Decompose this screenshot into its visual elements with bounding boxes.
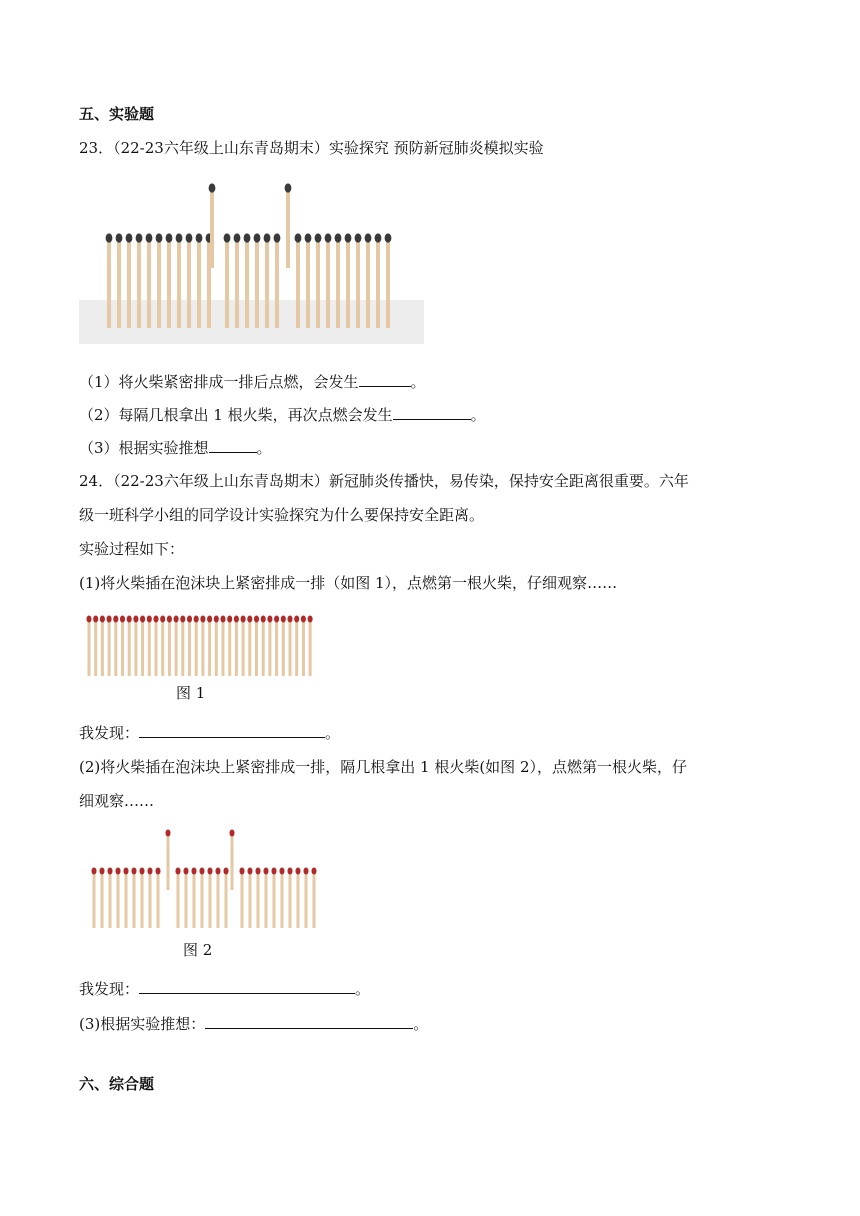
match-head xyxy=(385,233,392,242)
match-head xyxy=(303,868,308,875)
finding-1-label: 我发现： xyxy=(79,724,140,742)
matchstick xyxy=(268,619,271,676)
match-head xyxy=(147,616,152,623)
match-head xyxy=(271,868,276,875)
matchstick xyxy=(265,871,268,928)
match-head xyxy=(295,868,300,875)
matchstick xyxy=(177,238,181,328)
matchstick xyxy=(117,871,120,928)
matchstick xyxy=(201,871,204,928)
match-head xyxy=(301,616,306,623)
matchstick xyxy=(133,871,136,928)
match-head xyxy=(345,233,352,242)
matchstick xyxy=(215,619,218,676)
matchstick xyxy=(249,871,252,928)
match-head xyxy=(126,233,133,242)
matchstick xyxy=(289,871,292,928)
match-head xyxy=(335,233,342,242)
match-head xyxy=(180,616,185,623)
figure-1-caption: 图 1 xyxy=(176,684,206,702)
matchstick xyxy=(235,238,239,328)
matchstick xyxy=(313,871,316,928)
match-head xyxy=(123,868,128,875)
matchstick xyxy=(225,871,228,928)
matchstick xyxy=(376,238,380,328)
experiment-step-3 xyxy=(79,1013,428,1034)
matchstick xyxy=(326,238,330,328)
match-head xyxy=(234,233,241,242)
matchstick xyxy=(149,871,152,928)
matchstick xyxy=(127,238,131,328)
matchstick xyxy=(137,238,141,328)
matchstick xyxy=(262,619,265,676)
finding-2-label: 我发现： xyxy=(79,980,140,998)
matchstick xyxy=(197,238,201,328)
matchstick xyxy=(296,238,300,328)
match-head xyxy=(186,233,193,242)
question-24-stem-line-2: 级一班科学小组的同学设计实验探究为什么要保持安全距离。 xyxy=(79,506,485,524)
match-head xyxy=(194,616,199,623)
match-head xyxy=(241,616,246,623)
match-head xyxy=(136,233,143,242)
match-head xyxy=(295,233,302,242)
match-head xyxy=(140,616,145,623)
match-head xyxy=(214,616,219,623)
matchstick xyxy=(193,871,196,928)
matchstick xyxy=(366,238,370,328)
question-24-stem-line-1: 24．（22-23六年级上山东青岛期末）新冠肺炎传播快，易传染，保持安全距离很重要。六年 xyxy=(79,472,689,490)
matchstick xyxy=(289,619,292,676)
matchstick xyxy=(187,238,191,328)
section-title-experiment: 五、实验题 xyxy=(79,105,155,123)
matchstick xyxy=(316,238,320,328)
matchstick xyxy=(157,238,161,328)
match-head xyxy=(281,616,286,623)
matchstick xyxy=(175,619,178,676)
experiment-process-label: 实验过程如下： xyxy=(79,540,185,558)
matchstick xyxy=(228,619,231,676)
match-head xyxy=(99,868,104,875)
matchsticks-figure-1 xyxy=(84,614,320,680)
matchstick xyxy=(94,619,97,676)
match-head xyxy=(139,868,144,875)
match-head xyxy=(239,868,244,875)
finding-2 xyxy=(79,978,370,999)
matchstick xyxy=(121,619,124,676)
match-head xyxy=(146,233,153,242)
match-head xyxy=(305,233,312,242)
match-head xyxy=(174,616,179,623)
match-head xyxy=(254,233,261,242)
finding-1-end: 。 xyxy=(325,724,341,742)
q23-part-1-text: （1）将火柴紧密排成一排后点燃，会发生 xyxy=(79,373,359,391)
answer-blank[interactable] xyxy=(205,1013,413,1029)
answer-blank[interactable] xyxy=(359,371,411,387)
match-head xyxy=(234,616,239,623)
matchstick xyxy=(109,871,112,928)
matchstick xyxy=(125,871,128,928)
match-head xyxy=(264,233,271,242)
q23-part-1-end: 。 xyxy=(410,373,426,391)
match-head xyxy=(91,868,96,875)
matchstick xyxy=(168,619,171,676)
matchstick xyxy=(235,619,238,676)
matchstick xyxy=(225,238,229,328)
match-head xyxy=(355,233,362,242)
match-head xyxy=(131,868,136,875)
raised-matchstick xyxy=(231,833,234,890)
match-head xyxy=(263,868,268,875)
match-head xyxy=(155,868,160,875)
matchstick xyxy=(141,619,144,676)
matchstick xyxy=(134,619,137,676)
match-head xyxy=(207,616,212,623)
match-head xyxy=(308,616,313,623)
matchstick xyxy=(222,619,225,676)
q23-part-2 xyxy=(79,404,486,425)
match-head xyxy=(133,616,138,623)
match-head xyxy=(147,868,152,875)
match-head xyxy=(224,233,231,242)
raised-matchstick xyxy=(210,188,214,268)
matchstick xyxy=(273,871,276,928)
q23-part-3-text: （3）根据实验推想 xyxy=(79,439,209,457)
question-23-stem: 23．（22-23六年级上山东青岛期末）实验探究 预防新冠肺炎模拟实验 xyxy=(79,139,544,157)
matchstick xyxy=(306,238,310,328)
match-head xyxy=(100,616,105,623)
match-head xyxy=(187,616,192,623)
q23-part-1 xyxy=(79,371,426,392)
matchstick xyxy=(217,871,220,928)
matchstick xyxy=(161,619,164,676)
matchstick xyxy=(114,619,117,676)
matchstick xyxy=(265,238,269,328)
matchstick xyxy=(93,871,96,928)
experiment-step-3-text: (3)根据实验推想： xyxy=(79,1015,206,1033)
answer-blank[interactable] xyxy=(139,722,325,738)
match-head xyxy=(113,616,118,623)
match-head xyxy=(315,233,322,242)
matchstick xyxy=(255,619,258,676)
finding-2-end: 。 xyxy=(355,980,371,998)
q23-part-3 xyxy=(79,437,272,458)
raised-matchstick xyxy=(167,833,170,890)
raised-matchstick xyxy=(286,188,290,268)
match-head xyxy=(120,616,125,623)
match-head xyxy=(106,233,113,242)
match-head xyxy=(107,616,112,623)
matchstick xyxy=(302,619,305,676)
matchstick xyxy=(209,871,212,928)
experiment-step-2-line-1: (2)将火柴插在泡沫块上紧密排成一排，隔几根拿出 1 根火柴(如图 2），点燃第一根火柴，仔 xyxy=(79,758,687,776)
q23-part-3-end: 。 xyxy=(256,439,272,457)
matchsticks-figure-2 xyxy=(80,828,322,932)
match-head xyxy=(274,233,281,242)
answer-blank[interactable] xyxy=(209,437,257,453)
matchstick xyxy=(141,871,144,928)
match-head xyxy=(167,616,172,623)
match-head xyxy=(255,868,260,875)
matchstick xyxy=(245,238,249,328)
matchstick xyxy=(297,871,300,928)
matchstick xyxy=(101,619,104,676)
match-head xyxy=(215,868,220,875)
section-title-comprehensive: 六、综合题 xyxy=(79,1075,155,1093)
match-head xyxy=(311,868,316,875)
match-head xyxy=(107,868,112,875)
matchstick xyxy=(275,619,278,676)
match-head xyxy=(261,616,266,623)
match-head xyxy=(166,233,173,242)
finding-1 xyxy=(79,722,340,743)
matchstick xyxy=(305,871,308,928)
match-head xyxy=(176,233,183,242)
matchstick xyxy=(255,238,259,328)
q23-part-2-text: （2）每隔几根拿出 1 根火柴，再次点燃会发生 xyxy=(79,406,393,424)
matchstick xyxy=(281,871,284,928)
match-head xyxy=(196,233,203,242)
match-head xyxy=(365,233,372,242)
matchstick xyxy=(356,238,360,328)
matchstick xyxy=(157,871,160,928)
match-head xyxy=(254,616,259,623)
matchstick xyxy=(295,619,298,676)
matchstick xyxy=(167,238,171,328)
q23-part-2-end: 。 xyxy=(470,406,486,424)
match-head xyxy=(127,616,132,623)
answer-blank[interactable] xyxy=(393,404,471,420)
experiment-step-2-line-2: 细观察…… xyxy=(79,792,155,810)
match-head xyxy=(227,616,232,623)
matchstick xyxy=(201,619,204,676)
matchsticks-figure-q23 xyxy=(79,178,424,344)
match-head xyxy=(209,183,216,192)
matchstick xyxy=(185,871,188,928)
matchstick xyxy=(181,619,184,676)
match-head xyxy=(115,868,120,875)
matchstick xyxy=(108,619,111,676)
match-head xyxy=(220,616,225,623)
match-head xyxy=(375,233,382,242)
matchstick xyxy=(386,238,390,328)
matchstick xyxy=(107,238,111,328)
match-head xyxy=(244,233,251,242)
match-head xyxy=(86,616,91,623)
match-head xyxy=(199,868,204,875)
match-head xyxy=(156,233,163,242)
answer-blank[interactable] xyxy=(139,978,355,994)
matchstick xyxy=(101,871,104,928)
match-head xyxy=(274,616,279,623)
match-head xyxy=(294,616,299,623)
matchstick xyxy=(188,619,191,676)
matchstick xyxy=(336,238,340,328)
match-head xyxy=(247,616,252,623)
match-head xyxy=(200,616,205,623)
match-head xyxy=(267,616,272,623)
matchstick xyxy=(248,619,251,676)
matchstick xyxy=(282,619,285,676)
matchstick xyxy=(128,619,131,676)
experiment-step-3-end: 。 xyxy=(413,1015,429,1033)
match-head xyxy=(247,868,252,875)
matchstick xyxy=(117,238,121,328)
match-head xyxy=(325,233,332,242)
match-head xyxy=(207,868,212,875)
match-head xyxy=(285,183,292,192)
matchstick xyxy=(257,871,260,928)
match-head xyxy=(183,868,188,875)
matchstick xyxy=(155,619,158,676)
experiment-step-1: (1)将火柴插在泡沫块上紧密排成一排（如图 1），点燃第一根火柴，仔细观察…… xyxy=(79,574,618,592)
match-head xyxy=(160,616,165,623)
match-head xyxy=(116,233,123,242)
match-head xyxy=(165,830,170,837)
match-head xyxy=(223,868,228,875)
matchstick xyxy=(147,238,151,328)
matchstick xyxy=(195,619,198,676)
matchstick xyxy=(177,871,180,928)
matchstick xyxy=(88,619,91,676)
matchstick xyxy=(309,619,312,676)
match-head xyxy=(93,616,98,623)
figure-2-caption: 图 2 xyxy=(183,941,213,959)
match-head xyxy=(191,868,196,875)
matchstick xyxy=(346,238,350,328)
match-head xyxy=(279,868,284,875)
match-head xyxy=(229,830,234,837)
matchstick xyxy=(275,238,279,328)
match-head xyxy=(153,616,158,623)
matchstick xyxy=(148,619,151,676)
match-head xyxy=(175,868,180,875)
matchstick xyxy=(208,619,211,676)
match-head xyxy=(287,868,292,875)
matchstick xyxy=(242,619,245,676)
matchstick xyxy=(241,871,244,928)
match-head xyxy=(287,616,292,623)
